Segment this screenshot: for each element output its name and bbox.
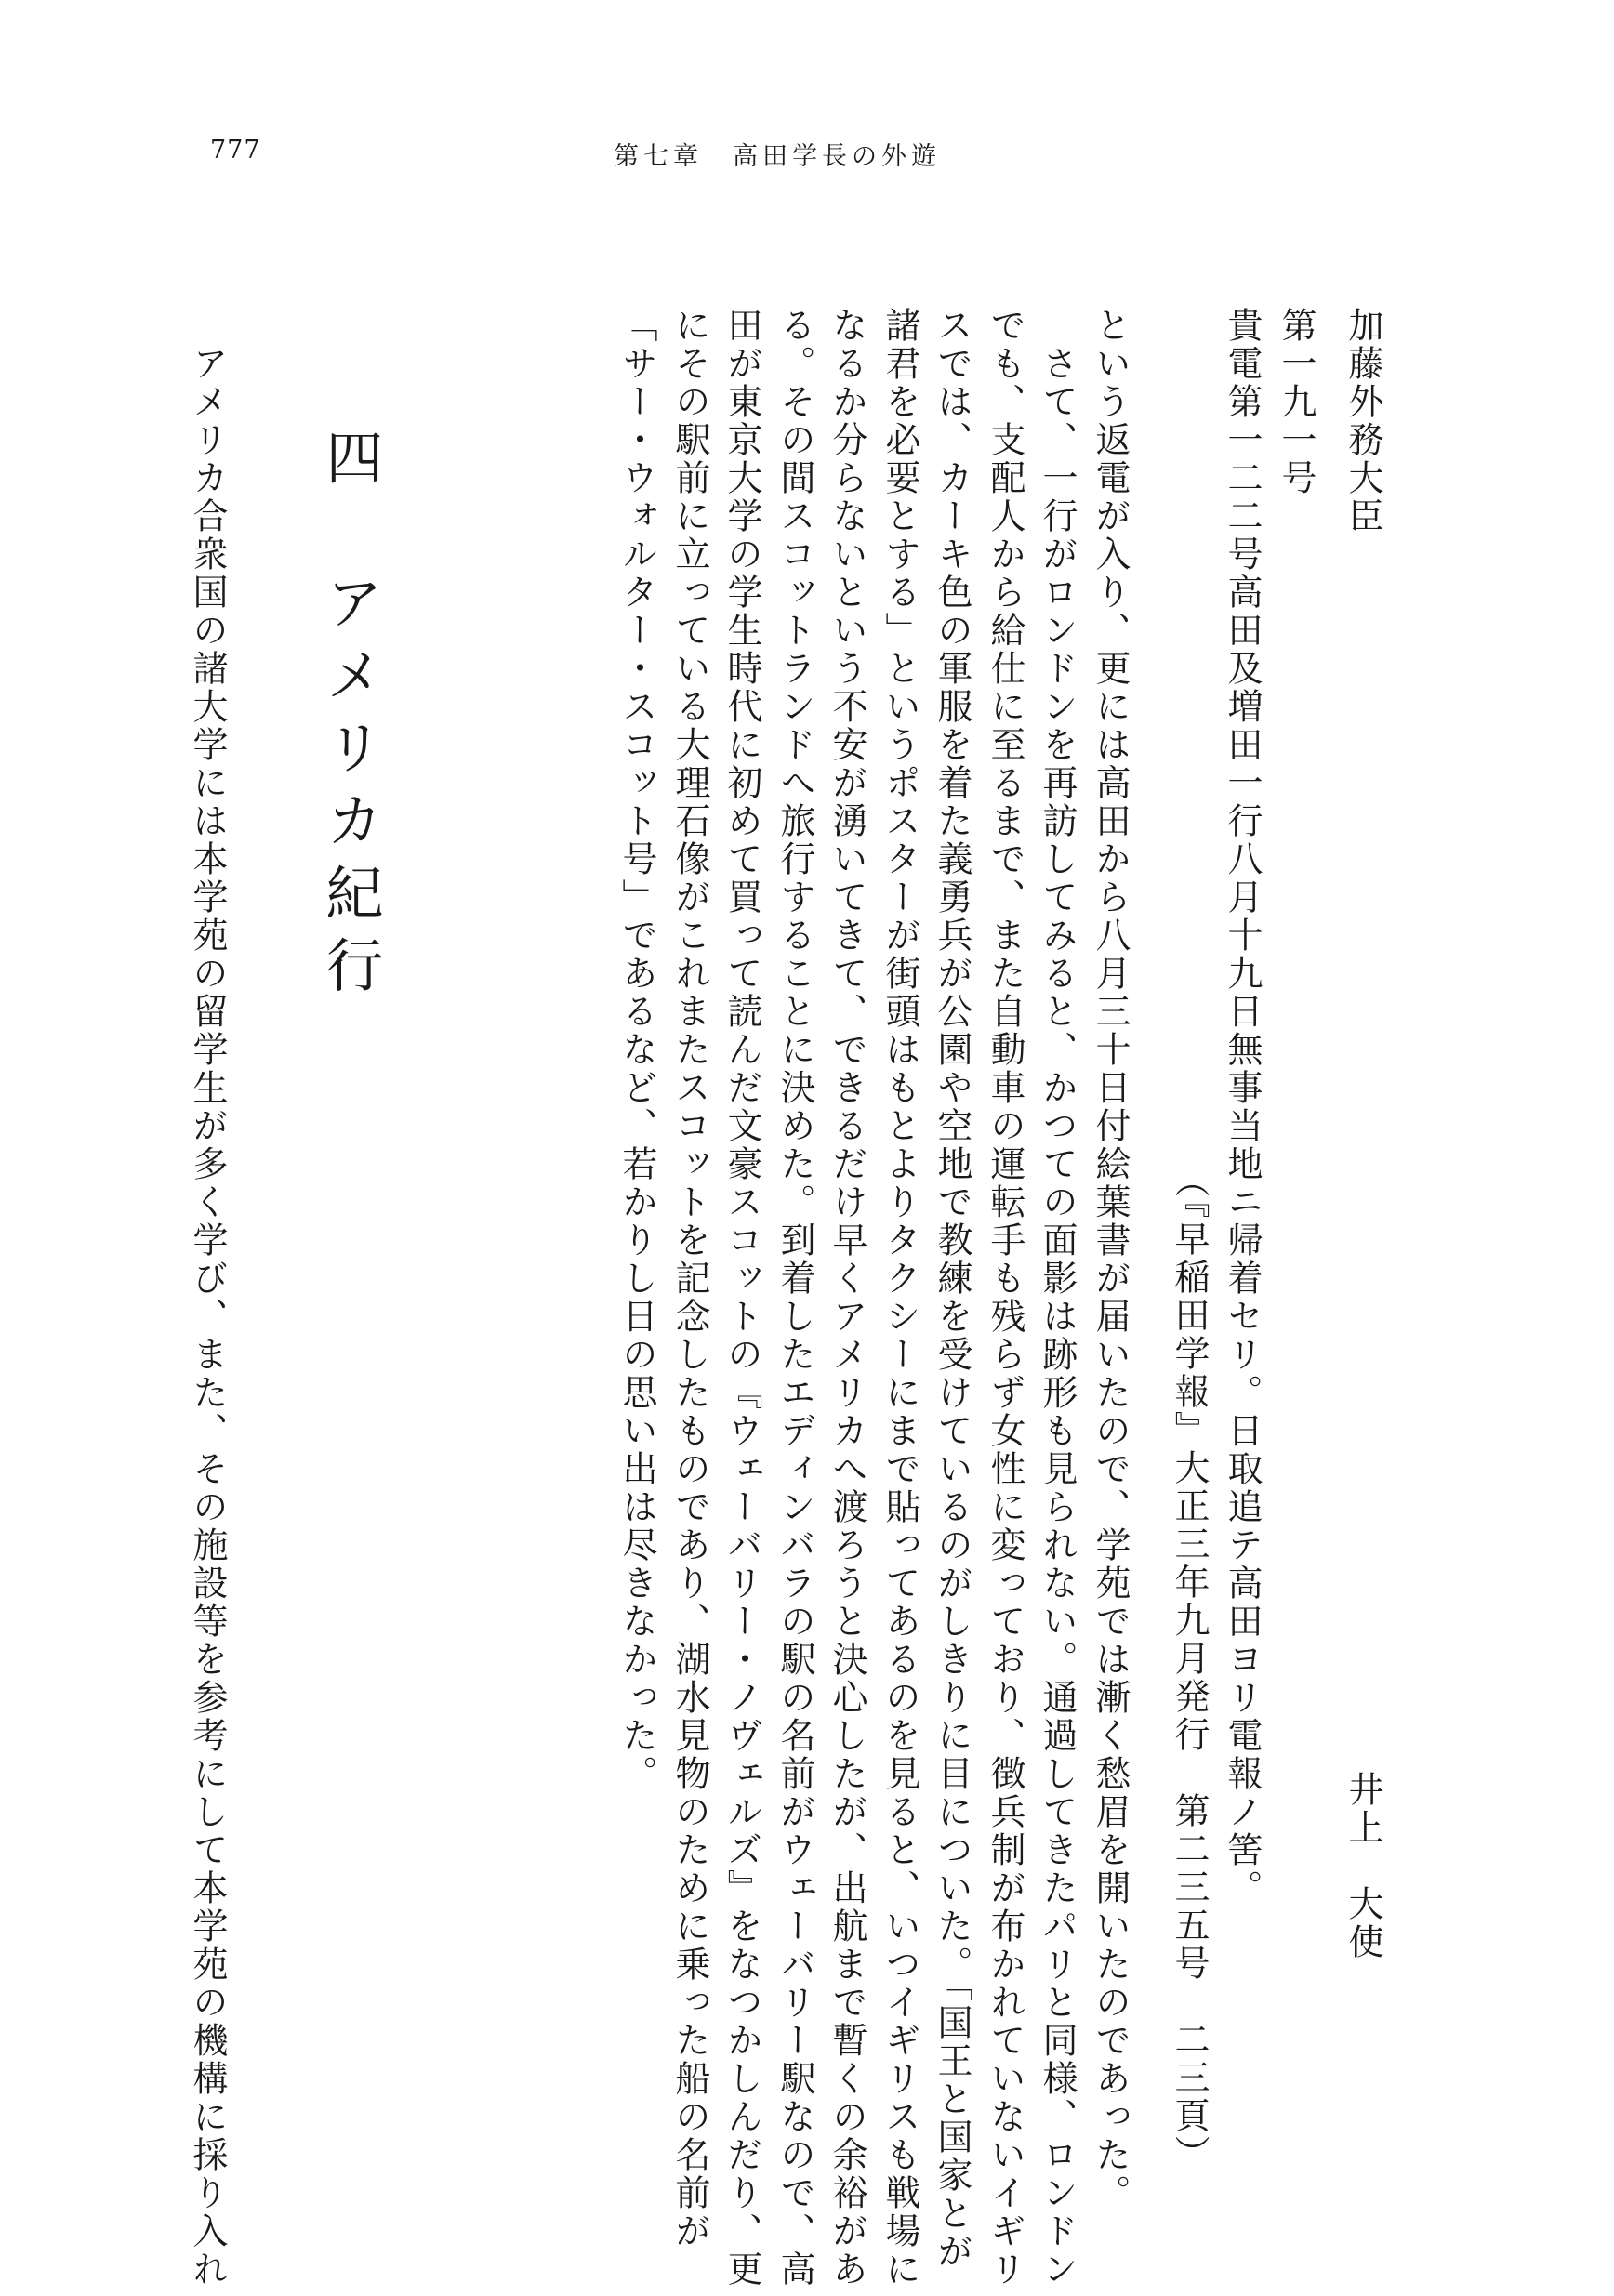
body-line: 「サー・ウォルター・スコット号」であるなど、若かりし日の思い出は尽きなかった。 xyxy=(616,307,657,1793)
body-line: さて、一行がロンドンを再訪してみると、かつての面影は跡形も見られない。通過してきたパリと同様、ロンドン xyxy=(1037,307,1078,2289)
section-first-line: アメリカ合衆国の諸大学には本学苑の留学生が多く学び、また、その施設等を参考にして本学苑の機構に採り入れ xyxy=(187,307,228,2289)
body-line: という返電が入り、更には高田から八月三十日付絵葉書が届いたので、学苑では漸く愁眉を開いたのであった。 xyxy=(1090,307,1131,2212)
page-number: 777 xyxy=(210,136,261,165)
body-line: でも、支配人から給仕に至るまで、また自動車の運転手も残らず女性に変っており、徴兵制が布かれていないイギリ xyxy=(985,307,1025,2289)
telegram-text: 貴電第一二二号高田及増田一行八月十九日無事当地ニ帰着セリ。日取追テ高田ヨリ電報ノ筈。 xyxy=(1222,307,1263,1907)
body-line: 諸君を必要とする」というポスターが街頭はもとよりタクシーにまで貼ってあるのを見ると、いつイギリスも戦場に xyxy=(880,307,920,2289)
telegram-sender: 井上 大使 xyxy=(1343,1771,1383,1961)
body-line: スでは、カーキ色の軍服を着た義勇兵が公園や空地で教練を受けているのがしきりに目についた。「国王と国家とが xyxy=(932,307,972,2271)
telegram-number: 第一九一号 xyxy=(1276,307,1316,497)
telegram-addressee: 加藤外務大臣 xyxy=(1343,307,1383,535)
running-head: 第七章 高田学長の外遊 xyxy=(614,142,941,171)
telegram-source: （『早稲田学報』大正三年九月発行 第二三五号 二三頁） xyxy=(1169,1162,1210,2173)
body-line: る。その間スコットランドへ旅行することに決めた。到着したエディンバラの駅の名前がウェーバリー駅なので、高 xyxy=(774,307,815,2289)
body-line: にその駅前に立っている大理石像がこれまたスコットを記念したものであり、湖水見物のために乗った船の名前が xyxy=(669,307,710,2250)
section-heading: 四 アメリカ紀行 xyxy=(316,428,384,1008)
body-line: なるか分らないという不安が湧いてきて、できるだけ早くアメリカへ渡ろうと決心したが、出航まで暫くの余裕があ xyxy=(827,307,867,2289)
body-line: 田が東京大学の学生時代に初めて買って読んだ文豪スコットの『ウェーバリー・ノヴェルズ』をなつかしんだり、更 xyxy=(721,307,762,2289)
